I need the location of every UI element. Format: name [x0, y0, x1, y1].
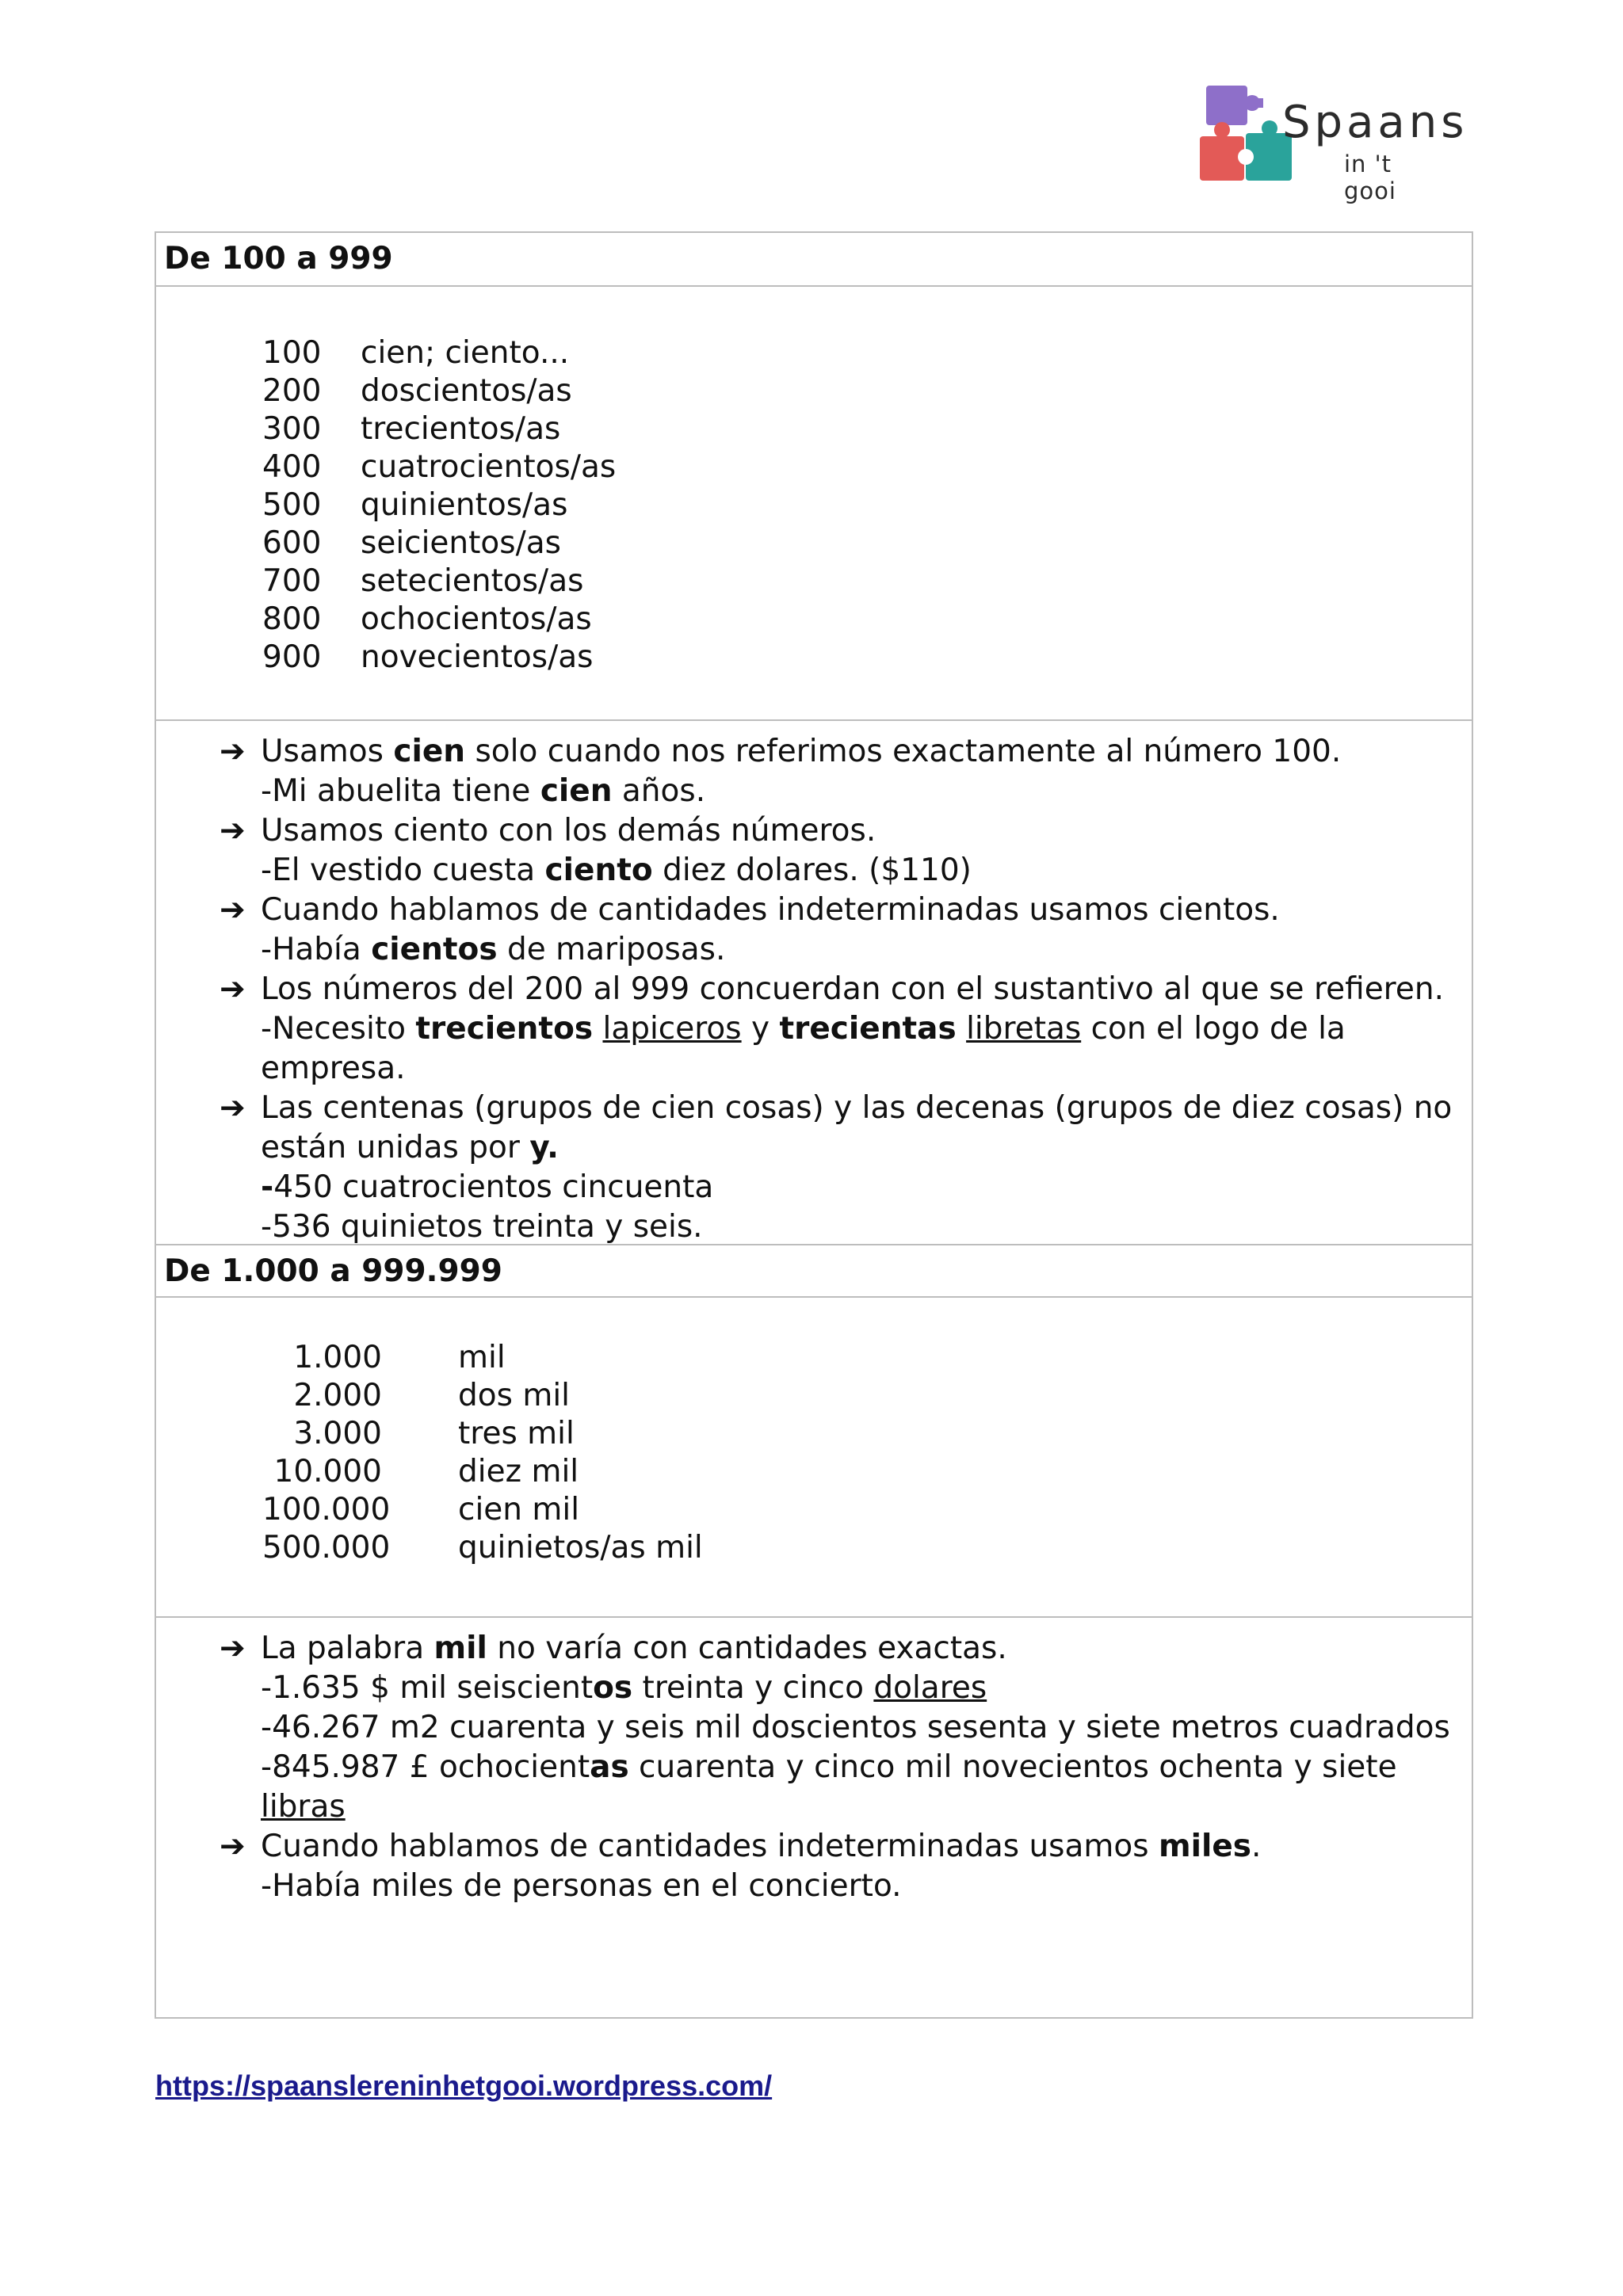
- rule-example: -Había miles de personas en el concierto.: [261, 1868, 902, 1904]
- number-word: doscientos/as: [361, 373, 572, 409]
- arrow-icon: ➔: [220, 813, 246, 849]
- section-heading-hundreds: De 100 a 999: [164, 241, 393, 277]
- hundreds-rules-cell: [156, 719, 1472, 1244]
- number-word: novecientos/as: [361, 639, 594, 675]
- number-row: [262, 1415, 703, 1453]
- thousands-list-cell: [156, 1296, 1472, 1616]
- rule-item: ➔ Usamos cien solo cuando nos referimos exactamente al número 100.: [220, 732, 1464, 772]
- section-heading-thousands: De 1.000 a 999.999: [156, 1244, 1472, 1296]
- number-value: 3.000: [293, 1416, 382, 1451]
- number-row: [262, 524, 616, 563]
- number-word: trecientos/as: [361, 411, 561, 447]
- number-word: tres mil: [458, 1416, 575, 1451]
- rule-item: ➔ Cuando hablamos de cantidades indeterminadas usamos miles.: [220, 1827, 1464, 1867]
- logo: [1197, 49, 1468, 208]
- thousands-list: [262, 1339, 703, 1567]
- arrow-icon: ➔: [220, 892, 246, 928]
- logo-subtitle: in 't gooi: [1344, 151, 1396, 204]
- rule-example: -536 quinietos treinta y seis.: [261, 1209, 703, 1245]
- rule-example: -Mi abuelita tiene cien años.: [261, 773, 706, 809]
- number-word: cuatrocientos/as: [361, 449, 617, 485]
- rule-example: -Había cientos de mariposas.: [261, 932, 726, 967]
- rule-item: ➔ Cuando hablamos de cantidades indeterminadas usamos cientos.: [220, 891, 1464, 930]
- number-value: 700: [262, 563, 322, 599]
- number-row: [262, 486, 616, 524]
- number-value: 500: [262, 487, 322, 523]
- rule-item: ➔ Las centenas (grupos de cien cosas) y las decenas (grupos de diez cosas) no están unidas por y.: [220, 1089, 1464, 1168]
- content-table: [155, 231, 1473, 2019]
- number-row: [262, 448, 616, 486]
- rule-item: ➔ Usamos ciento con los demás números.: [220, 811, 1464, 851]
- number-value: 900: [262, 639, 322, 675]
- hundreds-rules: [220, 732, 1464, 1247]
- arrow-icon: ➔: [220, 1090, 246, 1126]
- number-word: seicientos/as: [361, 525, 561, 561]
- number-value: 2.000: [293, 1378, 382, 1413]
- number-row: [262, 334, 616, 372]
- number-row: [262, 1491, 703, 1529]
- arrow-icon: ➔: [220, 971, 246, 1007]
- number-value: 200: [262, 373, 322, 409]
- number-word: dos mil: [458, 1378, 570, 1413]
- hundreds-list-cell: [156, 285, 1472, 719]
- number-value: 100: [262, 335, 322, 371]
- number-word: cien mil: [458, 1492, 580, 1527]
- number-row: [262, 1377, 703, 1415]
- number-row: [262, 1453, 703, 1491]
- number-value: 400: [262, 449, 322, 485]
- logo-word: Spaans: [1282, 97, 1468, 148]
- number-row: [262, 601, 616, 639]
- number-value: 1.000: [293, 1340, 382, 1375]
- number-value: 300: [262, 411, 322, 447]
- number-value: 500.000: [262, 1530, 391, 1566]
- thousands-rules-cell: [156, 1616, 1472, 2017]
- number-row: [262, 372, 616, 410]
- number-word: cien; ciento...: [361, 335, 570, 371]
- number-row: [262, 639, 616, 677]
- number-value: 600: [262, 525, 322, 561]
- rule-item: ➔ Los números del 200 al 999 concuerdan con el sustantivo al que se refieren.: [220, 970, 1464, 1009]
- number-row: [262, 410, 616, 448]
- number-value: 10.000: [273, 1454, 382, 1489]
- number-word: quinientos/as: [361, 487, 568, 523]
- number-value: 100.000: [262, 1492, 391, 1527]
- number-row: [262, 1339, 703, 1377]
- rule-example: -El vestido cuesta ciento diez dolares. ($110): [261, 852, 972, 888]
- rule-example: -845.987 £ ochocientas cuarenta y cinco mil novecientos ochenta y siete libras: [261, 1749, 1397, 1825]
- number-value: 800: [262, 601, 322, 637]
- hundreds-list: [262, 334, 616, 677]
- rule-item: ➔ La palabra mil no varía con cantidades exactas.: [220, 1629, 1464, 1669]
- number-word: ochocientos/as: [361, 601, 592, 637]
- arrow-icon: ➔: [220, 1829, 246, 1864]
- number-row: [262, 1529, 703, 1567]
- arrow-icon: ➔: [220, 1630, 246, 1666]
- rule-example: -46.267 m2 cuarenta y seis mil doscientos sesenta y siete metros cuadrados: [261, 1710, 1450, 1745]
- number-word: mil: [458, 1340, 506, 1375]
- footer-link[interactable]: https://spaanslereninhetgooi.wordpress.com/: [155, 2069, 773, 2102]
- arrow-icon: ➔: [220, 734, 246, 769]
- number-word: diez mil: [458, 1454, 579, 1489]
- rule-example: -450 cuatrocientos cincuenta: [261, 1169, 714, 1205]
- thousands-rules: [220, 1629, 1464, 1906]
- number-word: setecientos/as: [361, 563, 584, 599]
- rule-example: -1.635 $ mil seiscientos treinta y cinco dolares: [261, 1670, 987, 1706]
- number-word: quinietos/as mil: [458, 1530, 703, 1566]
- number-row: [262, 563, 616, 601]
- rule-example: -Necesito trecientos lapiceros y trecientas libretas con el logo de la empresa.: [261, 1011, 1346, 1086]
